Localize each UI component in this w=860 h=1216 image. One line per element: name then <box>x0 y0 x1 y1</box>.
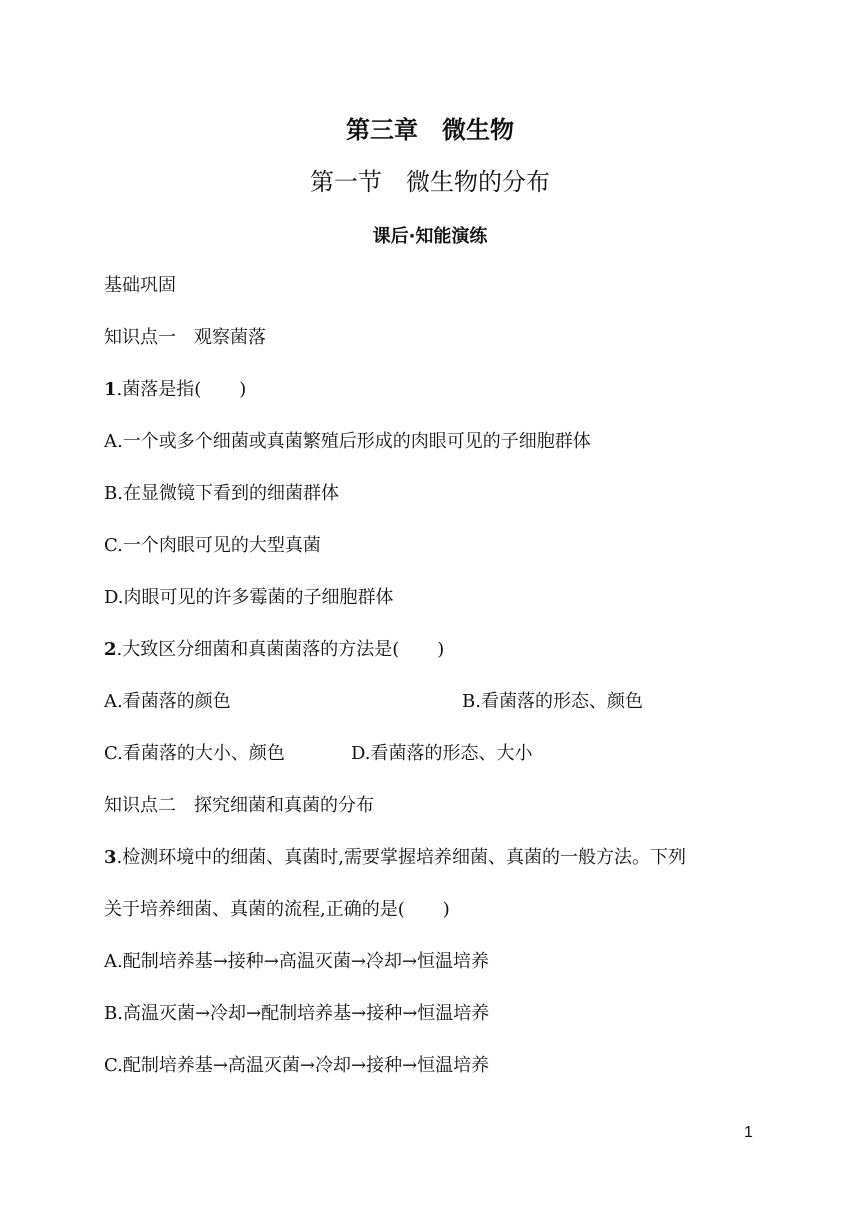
question-2-option-a: A.看菌落的颜色 <box>104 691 231 712</box>
question-3-text-1: .检测环境中的细菌、真菌时,需要掌握培养细菌、真菌的一般方法。下列 <box>116 847 686 868</box>
question-3-stem-line-1 <box>104 846 686 870</box>
question-3-close: ) <box>442 899 450 920</box>
question-1-option-a: A.一个或多个细菌或真菌繁殖后形成的肉眼可见的子细胞群体 <box>104 431 591 452</box>
chapter-title: 第三章 微生物 <box>346 116 514 144</box>
question-3-option-b: B.高温灭菌→冷却→配制培养基→接种→恒温培养 <box>104 1003 490 1024</box>
question-2-text: .大致区分细菌和真菌菌落的方法是( <box>116 639 400 660</box>
part-heading: 基础巩固 <box>104 275 176 296</box>
question-2-option-c: C.看菌落的大小、颜色 <box>104 743 285 764</box>
question-2-option-d: D.看菌落的形态、大小 <box>351 743 533 764</box>
question-1-option-c: C.一个肉眼可见的大型真菌 <box>104 535 321 556</box>
question-3-option-a: A.配制培养基→接种→高温灭菌→冷却→恒温培养 <box>104 951 490 972</box>
question-2-option-b: B.看菌落的形态、颜色 <box>462 691 643 712</box>
question-1-number: 1 <box>104 379 117 400</box>
knowledge-point-1: 知识点一 观察菌落 <box>104 327 266 348</box>
question-1-close: ) <box>239 379 247 400</box>
exercise-title: 课后·知能演练 <box>372 226 488 247</box>
question-3-option-c: C.配制培养基→高温灭菌→冷却→接种→恒温培养 <box>104 1055 490 1076</box>
question-2-stem <box>104 638 444 662</box>
question-2-close: ) <box>437 639 445 660</box>
question-1-option-b: B.在显微镜下看到的细菌群体 <box>104 483 339 504</box>
section-title: 第一节 微生物的分布 <box>310 168 550 196</box>
question-3-stem-line-2 <box>104 898 450 922</box>
question-3-text-2: 关于培养细菌、真菌的流程,正确的是( <box>104 899 405 920</box>
question-2-number: 2 <box>104 639 117 660</box>
knowledge-point-2: 知识点二 探究细菌和真菌的分布 <box>104 795 374 816</box>
question-1-text: .菌落是指( <box>116 379 202 400</box>
question-3-number: 3 <box>104 847 117 868</box>
page-number: 1 <box>744 1124 753 1141</box>
question-1-option-d: D.肉眼可见的许多霉菌的子细胞群体 <box>104 587 394 608</box>
question-1-stem <box>104 378 246 402</box>
